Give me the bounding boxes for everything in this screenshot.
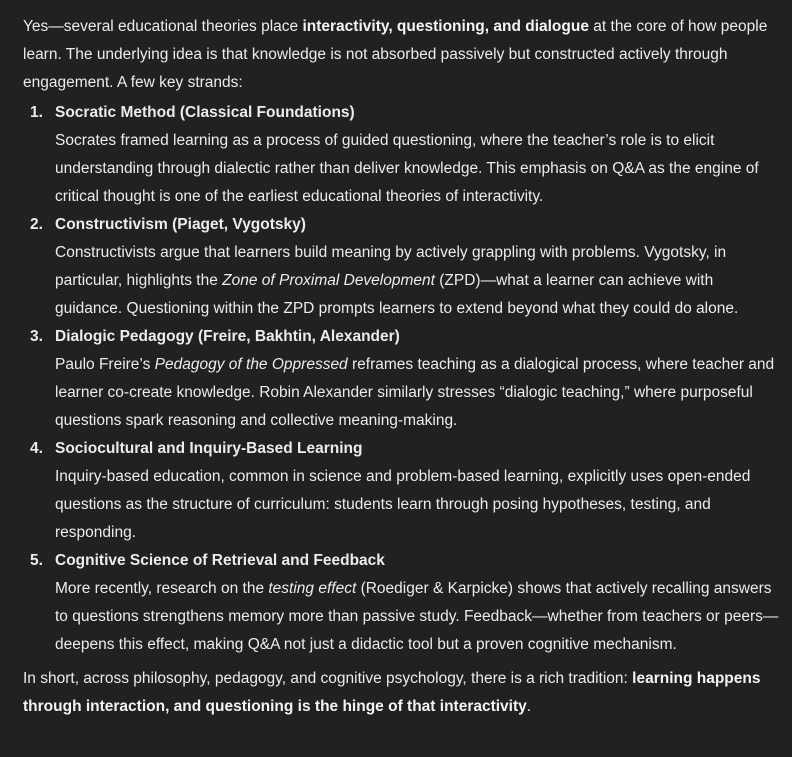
list-item [23,99,783,211]
intro-text-start: Yes—several educational theories place [23,18,303,35]
list-item-body-start: Paulo Freire’s [55,356,155,373]
summary-bold-text: learning happens through interaction, and questioning is the hinge of that interactivity [23,670,761,715]
summary-paragraph [23,665,783,721]
list-item-body-start: Constructivists argue that learners build meaning by actively grappling with problems. Vygotsky, in particular, highlights the [55,244,727,289]
intro-paragraph [23,13,783,97]
list-item [23,435,783,547]
list-number: 2. [30,216,43,233]
summary-text-end: . [526,698,532,715]
list-item-body-italic: Zone of Proximal Development [222,272,435,289]
list-item-title: Dialogic Pedagogy (Freire, Bakhtin, Alexander) [55,328,400,345]
list-item-body-start: More recently, research on the [55,580,269,597]
intro-text-end: at the core of how people learn. The underlying idea is that knowledge is not absorbed passively but constructed actively through engagement. A few key strands: [23,18,768,91]
list-item-title: Socratic Method (Classical Foundations) [55,104,355,121]
list-number: 1. [30,104,43,121]
list-item-body-italic: testing effect [268,580,357,597]
list-item-title: Constructivism (Piaget, Vygotsky) [55,216,306,233]
list-item-body [55,575,783,659]
list-item [23,547,783,659]
list-item-title: Cognitive Science of Retrieval and Feedback [55,552,385,569]
list-item-body: Inquiry-based education, common in science and problem-based learning, explicitly uses open-ended questions as the structure of curriculum: students learn through posing hypotheses, testing, and responding. [55,468,751,541]
list-item-body: Socrates framed learning as a process of guided questioning, where the teacher’s role is to elicit understanding through dialectic rather than deliver knowledge. This emphasis on Q&A as the engine of critical thought is one of the earliest educational theories of interactivity. [55,132,759,205]
assistant-message [23,13,783,721]
intro-bold-text: interactivity, questioning, and dialogue [302,18,589,35]
list-item-body-italic: Pedagogy of the Oppressed [154,356,348,373]
list-item-body [55,351,783,435]
list-item-body-end: (Roediger & Karpicke) shows that actively recalling answers to questions strengthens memory more than passive study. Feedback—whether from teachers or peers—deepens this effect, making Q&A not just a didactic tool but a proven cognitive mechanism. [55,580,779,653]
list-number: 5. [30,552,43,569]
summary-text-start: In short, across philosophy, pedagogy, and cognitive psychology, there is a rich tradition: [23,670,633,687]
list-item-body [55,239,783,323]
list-item-body-end: reframes teaching as a dialogical process, where teacher and learner co-create knowledge. Robin Alexander similarly stresses “dialogic teaching,” where purposeful questions spark reasoning and collective meaning-making. [55,356,775,429]
list-item-title: Sociocultural and Inquiry-Based Learning [55,440,363,457]
list-number: 4. [30,440,43,457]
list-item [23,323,783,435]
theories-list [23,99,783,659]
list-item-body-end: (ZPD)—what a learner can achieve with guidance. Questioning within the ZPD prompts learners to extend beyond what they could do alone. [55,272,739,317]
list-number: 3. [30,328,43,345]
list-item [23,211,783,323]
